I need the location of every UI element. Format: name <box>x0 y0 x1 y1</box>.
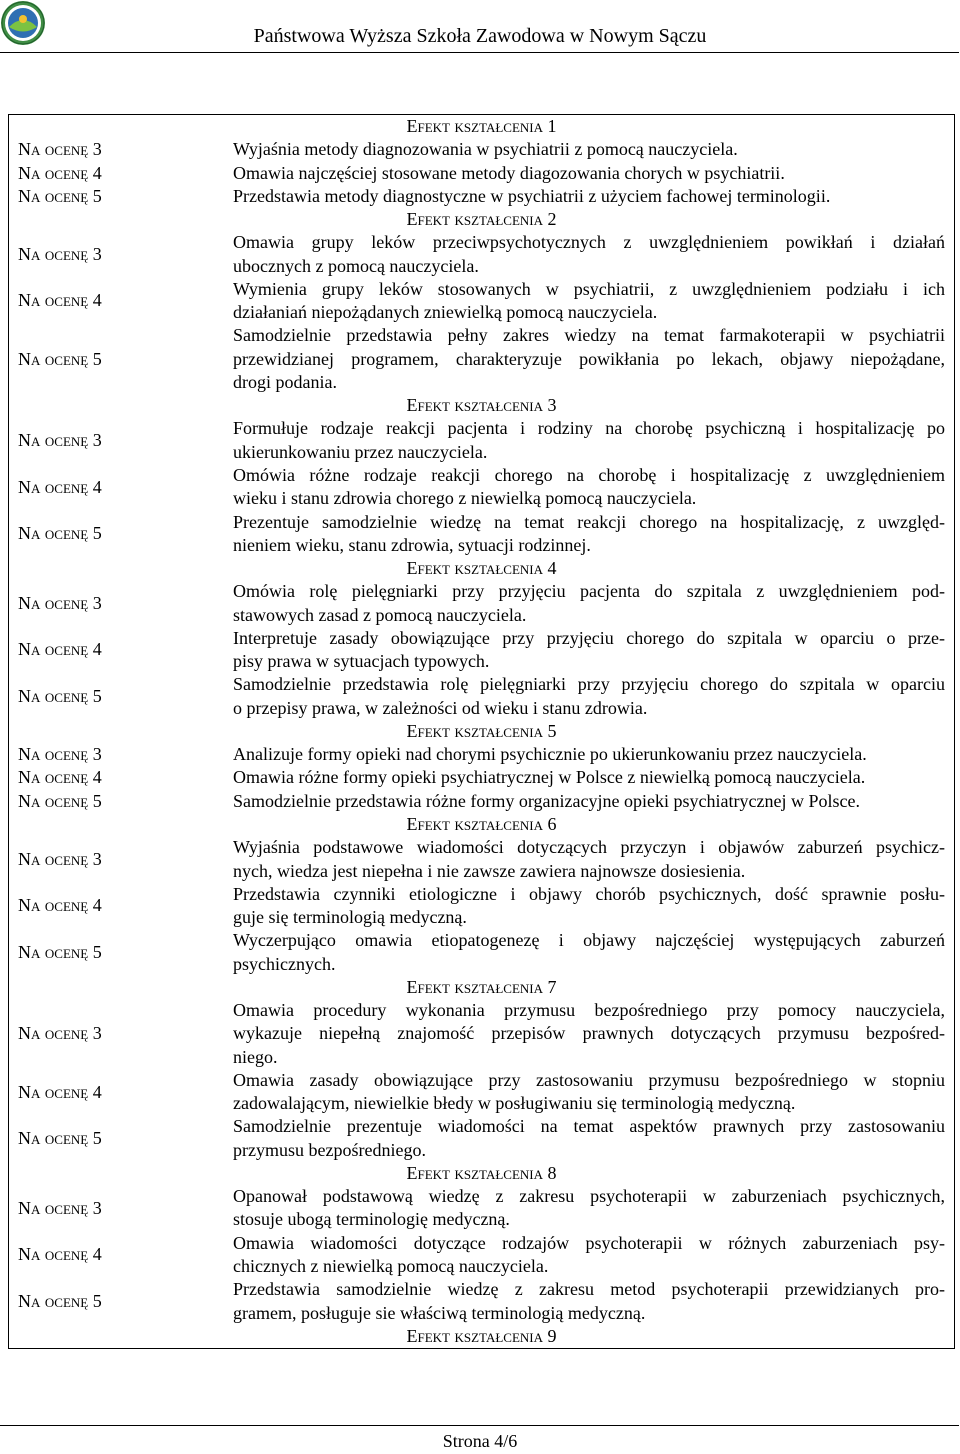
grade-label: Na ocenę 4 <box>18 476 102 497</box>
effect-title: Efekt kształcenia 2 <box>406 209 557 230</box>
grade-label: Na ocenę 4 <box>18 1244 102 1265</box>
grade-label: Na ocenę 5 <box>18 941 102 962</box>
criteria-text <box>233 511 945 558</box>
effect-title: Efekt kształcenia 6 <box>406 813 557 834</box>
grade-row <box>9 766 954 789</box>
page-number: Strona 4/6 <box>442 1431 518 1451</box>
grade-label: Na ocenę 3 <box>18 1023 102 1044</box>
grade-label: Na ocenę 5 <box>18 348 102 369</box>
grade-label: Na ocenę 5 <box>18 1290 102 1311</box>
criteria-line: zadowalającym, niewielkie błedy w posługiwaniu się terminologią medyczną. <box>233 1093 796 1114</box>
criteria-line: Przedstawia samodzielnie wiedzę z zakresu metod psychoterapii przewidzianych pro- <box>233 1279 945 1300</box>
effect-title: Efekt kształcenia 4 <box>406 558 557 579</box>
criteria-text <box>233 464 945 511</box>
criteria-line: wykazuje niepełną znajomość przepisów prawnych dotyczących przymusu bezpośred- <box>233 1023 945 1044</box>
criteria-text <box>233 1185 945 1232</box>
grade-row <box>9 673 954 720</box>
grade-row <box>9 1115 954 1162</box>
criteria-line: Omawia wiadomości dotyczące rodzajów psychoterapii w różnych zaburzeniach psy- <box>233 1232 945 1253</box>
effect-title: Efekt kształcenia 1 <box>406 116 557 136</box>
effect-section <box>9 720 954 813</box>
criteria-line: Opanował podstawową wiedzę z zakresu psychoterapii w zaburzeniach psychicznych, <box>233 1186 945 1207</box>
criteria-text <box>233 673 945 720</box>
grade-label: Na ocenę 4 <box>18 162 102 183</box>
criteria-text <box>233 743 945 766</box>
grade-row <box>9 278 954 325</box>
effect-title: Efekt kształcenia 7 <box>406 976 557 997</box>
grade-label: Na ocenę 5 <box>18 523 102 544</box>
criteria-line: Interpretuje zasady obowiązujące przy przyjęciu chorego do szpitala w oparciu o prze- <box>233 627 945 648</box>
criteria-text <box>233 929 945 976</box>
criteria-line: Przedstawia metody diagnostyczne w psychiatrii z użyciem fachowej terminologii. <box>233 185 831 206</box>
effect-section <box>9 115 954 208</box>
effect-section <box>9 394 954 557</box>
criteria-line: Wyjaśnia podstawowe wiadomości dotyczących przyczyn i objawów zaburzeń psychicz- <box>233 837 945 858</box>
criteria-line: Samodzielnie przedstawia różne formy organizacyjne opieki psychiatrycznej w Polsce. <box>233 790 860 811</box>
criteria-text <box>233 231 945 278</box>
criteria-line: niego. <box>233 1046 278 1067</box>
effect-section <box>9 1162 954 1325</box>
effect-title: Efekt kształcenia 8 <box>406 1162 557 1183</box>
criteria-line: Analizuje formy opieki nad chorymi psychicznie po ukierunkowaniu przez nauczyciela. <box>233 744 867 765</box>
grade-row <box>9 162 954 185</box>
grade-row <box>9 1185 954 1232</box>
grade-label: Na ocenę 5 <box>18 1128 102 1149</box>
criteria-line: nieniem wieku, stanu zdrowia, sytuacji rodzinnej. <box>233 534 591 555</box>
criteria-text <box>233 580 945 627</box>
grade-row <box>9 1069 954 1116</box>
grade-row <box>9 883 954 930</box>
grade-label: Na ocenę 3 <box>18 243 102 264</box>
criteria-text <box>233 836 945 883</box>
criteria-line: drogi podania. <box>233 371 337 392</box>
criteria-line: działaniań niepożądanych zniewielką pomocą nauczyciela. <box>233 302 658 323</box>
criteria-text <box>233 417 945 464</box>
grade-label: Na ocenę 3 <box>18 848 102 869</box>
grade-row <box>9 929 954 976</box>
criteria-line: Wyczerpująco omawia etiopatogenezę i objawy najczęściej występujących zaburzeń <box>233 930 945 951</box>
grade-label: Na ocenę 4 <box>18 290 102 311</box>
grade-row <box>9 580 954 627</box>
grade-label: Na ocenę 4 <box>18 767 102 788</box>
criteria-line: Omawia najczęściej stosowane metody diagozowania chorych w psychiatrii. <box>233 162 785 183</box>
criteria-line: pisy prawa w sytuacjach typowych. <box>233 651 490 672</box>
criteria-line: Wyjaśnia metody diagnozowania w psychiatrii z pomocą nauczyciela. <box>233 139 738 160</box>
criteria-line: Samodzielnie prezentuje wiadomości na temat aspektów prawnych przy zastosowaniu <box>233 1116 945 1137</box>
grade-row <box>9 790 954 813</box>
grade-row <box>9 138 954 161</box>
criteria-line: Przedstawia czynniki etiologiczne i objawy chorób psychicznych, dość sprawnie posłu- <box>233 883 945 904</box>
grade-label: Na ocenę 5 <box>18 185 102 206</box>
criteria-line: Omawia zasady obowiązujące przy zastosowaniu przymusu bezpośredniego w stopniu <box>233 1069 945 1090</box>
criteria-line: Omawia grupy leków przeciwpsychotycznych z uwzględnieniem powikłań i działań <box>233 232 945 253</box>
criteria-line: ubocznych z pomocą nauczyciela. <box>233 255 479 276</box>
criteria-line: Omówia różne rodzaje reakcji chorego na chorobę i hospitalizację z uwzględnieniem <box>233 464 945 485</box>
criteria-line: Formułuje rodzaje reakcji pacjenta i rodziny na chorobę psychiczną i hospitalizację po <box>233 418 945 439</box>
criteria-text <box>233 766 945 789</box>
grade-label: Na ocenę 3 <box>18 592 102 613</box>
institution-name: Państwowa Wyższa Szkoła Zawodowa w Nowym Sączu <box>253 25 707 47</box>
criteria-line: Omawia procedury wykonania przymusu bezpośredniego przy pomocy nauczyciela, <box>233 1000 945 1021</box>
effect-section <box>9 976 954 1162</box>
criteria-line: nych, wiedza jest niepełna i nie zawsze zawiera najnowsze dosiesienia. <box>233 860 746 881</box>
grade-row <box>9 743 954 766</box>
criteria-line: stosuje ubogą terminologię medyczną. <box>233 1209 510 1230</box>
criteria-text <box>233 790 945 813</box>
criteria-text <box>233 1232 945 1279</box>
criteria-text <box>233 138 945 161</box>
criteria-line: Omówia rolę pielęgniarki przy przyjęciu pacjenta do szpitala z uwzględnieniem pod- <box>233 581 945 602</box>
grade-row <box>9 511 954 558</box>
criteria-line: wieku i stanu zdrowia chorego z niewielką pomocą nauczyciela. <box>233 488 697 509</box>
criteria-text <box>233 278 945 325</box>
grade-row <box>9 836 954 883</box>
grade-row <box>9 1278 954 1325</box>
criteria-text <box>233 627 945 674</box>
grade-row <box>9 185 954 208</box>
criteria-line: Samodzielnie przedstawia pełny zakres wiedzy na temat farmakoterapii w psychiatrii <box>233 325 945 346</box>
effect-title: Efekt kształcenia 5 <box>406 720 557 741</box>
criteria-line: Omawia różne formy opieki psychiatrycznej w Polsce z niewielką pomocą nauczyciela. <box>233 767 866 788</box>
criteria-line: guje się terminologią medyczną. <box>233 907 467 928</box>
criteria-line: przymusu bezpośredniego. <box>233 1139 426 1160</box>
criteria-line: chicznych z niewielką pomocą nauczyciela. <box>233 1256 549 1277</box>
criteria-text <box>233 999 945 1069</box>
criteria-line: Prezentuje samodzielnie wiedzę na temat reakcji chorego na hospitalizację, z uwzględ- <box>233 511 945 532</box>
grade-row <box>9 627 954 674</box>
criteria-line: Wymienia grupy leków stosowanych w psychiatrii, z uwzględnieniem podziału i ich <box>233 278 945 299</box>
grade-row <box>9 231 954 278</box>
criteria-text <box>233 1278 945 1325</box>
criteria-line: stawowych zasad z pomocą nauczyciela. <box>233 604 527 625</box>
grade-row <box>9 999 954 1069</box>
grade-row <box>9 1232 954 1279</box>
grade-label: Na ocenę 3 <box>18 139 102 160</box>
grade-label: Na ocenę 5 <box>18 790 102 811</box>
criteria-text <box>233 185 945 208</box>
criteria-line: psychicznych. <box>233 953 336 974</box>
effect-section <box>9 208 954 394</box>
effect-section <box>9 557 954 720</box>
effect-section <box>9 1325 954 1348</box>
effect-title: Efekt kształcenia 9 <box>406 1325 557 1346</box>
criteria-line: o przepisy prawa, w zależności od wieku i stanu zdrowia. <box>233 697 648 718</box>
criteria-line: gramem, posługuje sie właściwą terminologią medyczną. <box>233 1302 646 1323</box>
footer-rule <box>0 1425 959 1426</box>
grade-label: Na ocenę 3 <box>18 744 102 765</box>
criteria-line: ukierunkowaniu przez nauczyciela. <box>233 441 488 462</box>
grade-label: Na ocenę 5 <box>18 686 102 706</box>
criteria-line: przewidzianej programem, charakteryzuje powikłania po lekach, objawy niepożądane, <box>233 348 945 369</box>
grade-label: Na ocenę 3 <box>18 430 102 451</box>
criteria-text <box>233 883 945 930</box>
effect-section <box>9 813 954 976</box>
criteria-text <box>233 324 945 394</box>
criteria-text <box>233 1069 945 1116</box>
criteria-text <box>233 162 945 185</box>
grade-label: Na ocenę 4 <box>18 895 102 916</box>
grade-label: Na ocenę 3 <box>18 1197 102 1218</box>
criteria-text <box>233 1115 945 1162</box>
effect-title: Efekt kształcenia 3 <box>406 395 557 416</box>
criteria-line: Samodzielnie przedstawia rolę pielęgniarki przy przyjęciu chorego do szpitala w oparciu <box>233 674 945 695</box>
grade-label: Na ocenę 4 <box>18 639 102 660</box>
grade-row <box>9 464 954 511</box>
header-rule <box>0 52 959 53</box>
grade-row <box>9 324 954 394</box>
grade-row <box>9 417 954 464</box>
grading-table <box>8 114 955 1349</box>
grade-label: Na ocenę 4 <box>18 1081 102 1102</box>
